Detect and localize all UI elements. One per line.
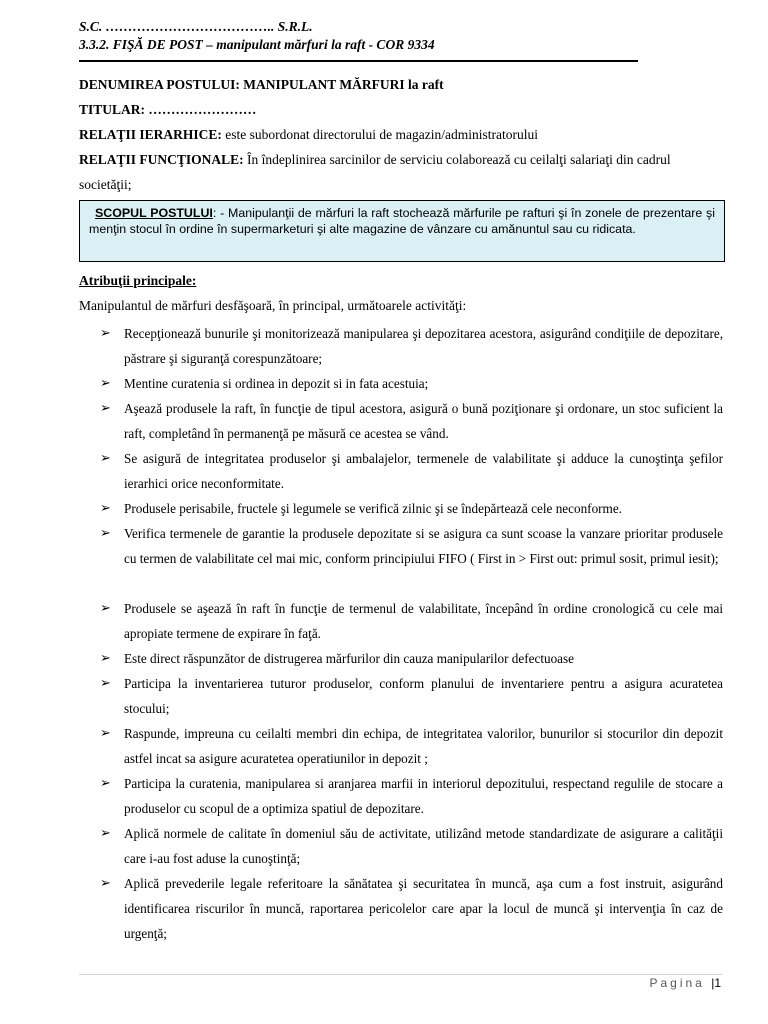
bullet-icon: ➢ [100, 450, 111, 465]
duty-item: Aşează produsele la raft, în funcţie de tipul acestora, asigură o bună poziţionare şi ordonare, un stoc suficient la raft, completând în permanenţă pe măsură ce acestea se vând. [124, 401, 723, 441]
bullet-icon: ➢ [100, 325, 111, 340]
duty-item: Este direct răspunzător de distrugerea mărfurilor din cauza manipularilor defectuoase [124, 651, 575, 666]
bullet-icon: ➢ [100, 875, 111, 890]
duty-item: Verifica termenele de garantie la produsele depozitate si se asigura ca sunt scoase la vanzare prioritar produsele cu termen de valabilitate cel mai mic, conform principiului FIFO ( First in > First out: primul sosit, primul iesit); [124, 526, 723, 566]
duty-item: Raspunde, impreuna cu ceilalti membri din echipa, de integritatea valorilor, bunurilor si stocurilor din depozit astfel incat sa asigure acuratetea operatiunilor in depozit ; [124, 726, 723, 766]
header-document-title: 3.3.2. FIŞĂ DE POST – manipulant mărfuri la raft - COR 9334 [79, 37, 435, 52]
footer-divider [79, 974, 723, 975]
section-title: Atribuţii principale: [79, 273, 197, 288]
bullet-icon: ➢ [100, 725, 111, 740]
bullet-icon: ➢ [100, 400, 111, 415]
header-divider [79, 60, 638, 62]
bullet-icon: ➢ [100, 500, 111, 515]
page-footer [649, 976, 721, 990]
duty-item: Recepţionează bunurile şi monitorizează manipularea şi depozitarea acestora, asigurând condiţiile de depozitare, păstrare şi siguranţă corespunzătoare; [124, 326, 723, 366]
field-functional-relations: RELAŢII FUNCŢIONALE: În îndeplinirea sarcinilor de serviciu colaborează cu ceilalţi salariaţi din cadrul [79, 152, 671, 167]
footer-separator: | [711, 976, 715, 990]
field-hierarchical-relations: RELAŢII IERARHICE: este subordonat directorului de magazin/administratorului [79, 127, 538, 142]
intro-text: Manipulantul de mărfuri desfăşoară, în principal, următoarele activităţi: [79, 298, 467, 313]
bullet-icon: ➢ [100, 650, 111, 665]
bullet-icon: ➢ [100, 675, 111, 690]
duty-item: Se asigură de integritatea produselor şi ambalajelor, termenele de valabilitate şi adduce la cunoştinţa şefilor ierarhici orice neconformitate. [124, 451, 723, 491]
duty-item: Produsele se aşează în raft în funcţie de termenul de valabilitate, începând în ordine cronologică cu cele mai apropiate termene de expirare în faţă. [124, 601, 723, 641]
duty-item: Aplică prevederile legale referitoare la sănătatea şi securitatea în muncă, aşa cum a fost instruit, asigurând identificarea riscurilor în muncă, raportarea pericolelor care apar la locul de muncă şi intervenţia în caz de urgenţă; [124, 876, 723, 941]
footer-label: Pagina [649, 976, 705, 990]
duty-item: Participa la inventarierea tuturor produselor, conform planului de inventariere pentru a asigura acuratetea stocului; [124, 676, 723, 716]
duty-item: Produsele perisabile, fructele şi legumele se verifică zilnic şi se îndepărtează cele neconforme. [124, 501, 622, 516]
header-company: S.C. ……………………………….. S.R.L. [79, 19, 313, 34]
bullet-icon: ➢ [100, 775, 111, 790]
bullet-icon: ➢ [100, 375, 111, 390]
bullet-icon: ➢ [100, 825, 111, 840]
bullet-icon: ➢ [100, 525, 111, 540]
duty-item: Aplică normele de calitate în domeniul său de activitate, utilizând metode standardizate de asigurare a calităţii care i-au fost aduse la cunoştinţă; [124, 826, 723, 866]
field-functional-relations-cont: societăţii; [79, 177, 132, 192]
scope-title: SCOPUL POSTULUI [95, 206, 213, 220]
page-number: 1 [714, 976, 721, 990]
scope-box [79, 200, 725, 262]
duty-item: Mentine curatenia si ordinea in depozit si in fata acestuia; [124, 376, 429, 391]
bullet-icon: ➢ [100, 600, 111, 615]
duty-item: Participa la curatenia, manipularea si aranjarea marfii in interiorul depozitului, respectand regulile de stocare a produselor cu scopul de a optimiza spatiul de depozitare. [124, 776, 723, 816]
field-holder: TITULAR: …………………… [79, 102, 257, 117]
scope-text: : - Manipulanţii de mărfuri la raft stochează mărfurile pe rafturi şi în zonele de prezentare şi menţin stocul în ordine în supermarketuri şi alte magazine de vânzare cu amănuntul sau cu ridicata. [89, 206, 715, 236]
field-job-title: DENUMIREA POSTULUI: MANIPULANT MĂRFURI la raft [79, 77, 444, 92]
